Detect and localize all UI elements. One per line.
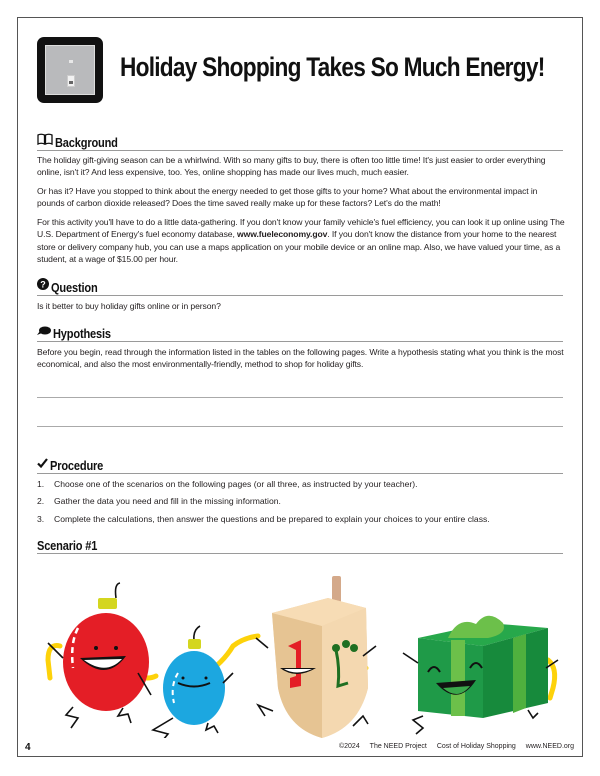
scenario-heading (37, 537, 563, 554)
question-heading (37, 279, 563, 296)
footer-website[interactable]: www.NEED.org (525, 743, 574, 750)
background-paragraph-3 (37, 216, 565, 266)
procedure-step (37, 493, 565, 511)
paragraph-3-rest: . If you don't know the distance from your home to the nearest store or delivery company hub, you can use a maps application on your mobile device or an online map. Also, we have valued your time, as a student, at a wage of $15.00 per hour. (37, 229, 561, 265)
background-paragraph-1: The holiday gift-giving season can be a whirlwind. With so many gifts to buy, there is often too little time! It's just easier to order everything online, isn't it? And less expensive, too. Yes, online shopping has made our lives much, much easier. (37, 155, 546, 178)
background-heading (37, 134, 563, 151)
book-icon (37, 132, 53, 150)
step-number: 1. (37, 478, 45, 489)
footer-org: The NEED Project (369, 743, 427, 750)
svg-text:?: ? (40, 279, 46, 290)
light-switch-icon (37, 37, 103, 103)
answer-line-1[interactable] (37, 397, 563, 398)
step-number: 3. (37, 513, 45, 524)
question-circle-icon (37, 277, 49, 295)
dreidel-icon (256, 576, 376, 738)
holiday-characters-illustration (18, 568, 582, 738)
procedure-heading-label: Procedure (50, 458, 104, 473)
red-ornament-icon (48, 583, 151, 728)
gift-box-icon (403, 616, 558, 734)
page-title: Holiday Shopping Takes So Much Energy! (120, 52, 545, 82)
background-paragraph-2: Or has it? Have you stopped to think about the energy needed to get those gifts to your home? What about the environmental impact in pounds of carbon dioxide released? Does the time saved really make up for these factors? Let's do the math! (37, 186, 538, 209)
speech-bubble-icon (37, 323, 51, 341)
procedure-steps (37, 475, 565, 528)
question-heading-label: Question (51, 280, 98, 295)
scenario-heading-label: Scenario #1 (37, 538, 98, 553)
step-number: 2. (37, 496, 45, 507)
procedure-step (37, 475, 565, 493)
procedure-heading (37, 457, 563, 474)
step-text: Choose one of the scenarios on the following pages (or all three, as instructed by your teacher). (54, 478, 418, 489)
switch-screw (69, 60, 73, 63)
footer-credit (331, 743, 574, 750)
blue-ornament-icon (153, 626, 233, 738)
footer-copyright: ©2024 (338, 743, 360, 750)
footer-doc-title: Cost of Holiday Shopping (436, 743, 516, 750)
question-text: Is it better to buy holiday gifts online or in person? (37, 301, 221, 311)
switch-toggle (67, 75, 75, 87)
hypothesis-heading (37, 325, 563, 342)
checkmark-icon (37, 455, 48, 473)
procedure-step (37, 510, 565, 528)
background-heading-label: Background (55, 135, 118, 150)
fueleconomy-link[interactable]: www.fueleconomy.gov (237, 229, 328, 240)
page-number: 4 (25, 742, 31, 753)
answer-line-2[interactable] (37, 426, 563, 427)
step-text: Complete the calculations, then answer the questions and be prepared to explain your choices to your entire class. (54, 513, 490, 524)
hypothesis-heading-label: Hypothesis (53, 326, 111, 341)
paragraph-3-intro: For this activity you'll have to do a little data-gathering. If you don't know your family vehicle's fuel efficiency, you can look it up online using The U.S. Department of Energy's fuel economy database, (37, 217, 565, 240)
switch-plate (45, 45, 95, 95)
step-text: Gather the data you need and fill in the missing information. (54, 496, 281, 507)
hypothesis-text: Before you begin, read through the information listed in the tables on the following pages. Write a hypothesis stating what you think is the most economical, and also the most environmentally-friendly, method to shop for holiday gifts. (37, 347, 564, 370)
